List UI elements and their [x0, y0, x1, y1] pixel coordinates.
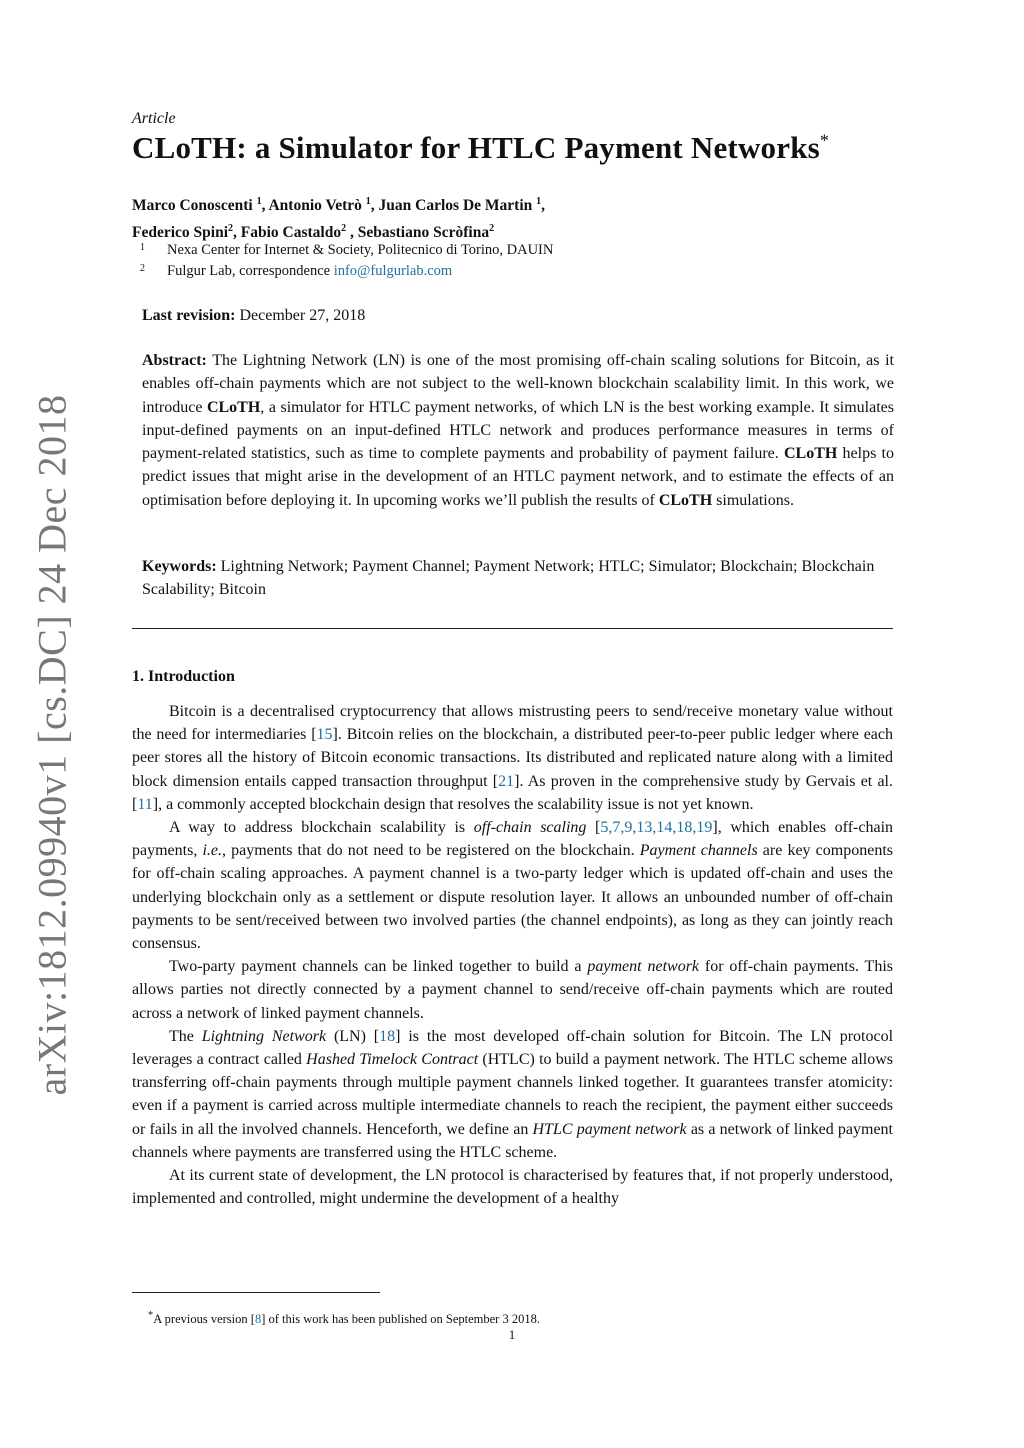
- author-affil-mark: 2: [489, 223, 495, 235]
- affiliation-text: Fulgur Lab, correspondence: [167, 263, 334, 279]
- citation-link[interactable]: 15: [316, 726, 333, 744]
- emphasis: Hashed Timelock Contract: [306, 1051, 479, 1069]
- title-text: CLoTH: a Simulator for HTLC Payment Networks: [132, 130, 820, 165]
- body-text: as a network of linked payment channels where payments are transferred using the HTLC scheme.: [132, 1120, 893, 1161]
- citation-link[interactable]: 11: [137, 795, 153, 813]
- abstract-text: simulations.: [712, 491, 794, 509]
- author-list: Marco Conoscenti $^1$, Antonio Vetrò $^1$, Juan Carlos De Martin $^1$, Federico Spini$^2$, Fabio Castaldo$^2$ , Sebastiano Scròfina$^2$: [132, 196, 545, 242]
- author-name: Sebastiano Scròfina: [357, 224, 490, 242]
- footnote-divider: [132, 1292, 380, 1293]
- body-text: for off-chain payments. This allows parties not directly connected by a payment channel to send/receive off-chain payments which are routed across a network of linked payment channels.: [132, 958, 893, 1022]
- author-affil-mark: 2: [228, 223, 234, 235]
- author-name: Marco Conoscenti: [132, 197, 253, 215]
- footnote: [148, 1310, 909, 1327]
- author-name: Fabio Castaldo: [240, 224, 342, 242]
- arxiv-sidebar-stamp: arXiv:1812.09940v1 [cs.DC] 24 Dec 2018: [29, 394, 75, 1096]
- abstract-text: helps to predict issues that might arise in the development of an HTLC payment network, and to estimate the effects of an optimisation before deploying it. In upcoming works we’ll publish the results of: [142, 445, 894, 509]
- abstract-text: , a simulator for HTLC payment networks, of which LN is the best working example. It simulates input-defined payments on an input-defined HTLC network and produces performance measures in terms of payment-related statistics, such as time to complete payments and probability of payment failure.: [142, 398, 894, 463]
- title-footnote-mark: *: [819, 130, 830, 151]
- citation-link-group[interactable]: 5,7,9,13,14,18,19: [600, 819, 713, 837]
- paragraph: [132, 816, 893, 955]
- affiliation-number: 1: [140, 242, 145, 253]
- author-affil-mark: 1: [365, 196, 371, 207]
- emphasis: payment network: [587, 958, 700, 976]
- citation-link[interactable]: 18: [379, 1027, 396, 1045]
- body-text: ] is the most developed off-chain solution for Bitcoin. The LN protocol leverages a contract called: [132, 1027, 894, 1069]
- body-text: ]. As proven in the comprehensive study by Gervais et al. [: [132, 772, 893, 813]
- revision-label: Last revision:: [142, 307, 236, 324]
- affiliations: [140, 240, 901, 282]
- last-revision: [142, 307, 903, 325]
- body-text: The: [169, 1027, 202, 1045]
- keywords-label: Keywords:: [142, 558, 217, 575]
- cloth-name: CLoTH: [206, 398, 261, 416]
- body-text: (LN) [: [326, 1027, 380, 1045]
- body-text: ]. Bitcoin relies on the blockchain, a distributed peer-to-peer public ledger where each peer stores all the history of Bitcoin economic transactions. Its distributed and replicated nature along with a limited block dimension entails capped transaction throughput [: [132, 726, 893, 790]
- body-text: A way to address blockchain scalability is: [169, 819, 474, 837]
- emphasis: i.e.: [202, 842, 222, 860]
- paragraph: [132, 1025, 893, 1164]
- body-text: (HTLC) to build a payment network. The HTLC scheme allows transferring off-chain payments through multiple payment channels linked together. It guarantees transfer atomicity: even if a payment is carried across multiple intermediate channels to reach the recipient, the payment either succeeds or fails in all the involved channels. Henceforth, we define an: [132, 1051, 893, 1138]
- cloth-name: CLoTH: [658, 491, 713, 509]
- section-heading: 1. Introduction: [132, 668, 235, 685]
- citation-link[interactable]: 8: [254, 1312, 262, 1327]
- author-affil-mark: 1: [256, 196, 262, 207]
- email-link[interactable]: info@fulgurlab.com: [333, 263, 453, 279]
- body-text: ], a commonly accepted blockchain design that resolves the scalability issue is not yet known.: [152, 795, 754, 813]
- affiliation-number: 2: [140, 263, 145, 274]
- footnote-mark: *: [148, 1310, 154, 1321]
- body-text: Two-party payment channels can be linked together to build a: [169, 958, 588, 976]
- paragraph: [132, 955, 893, 1025]
- affiliation-2: [140, 261, 901, 282]
- abstract-text: The Lightning Network (LN) is one of the most promising off-chain scaling solutions for Bitcoin, as it enables off-chain payments which are not subject to the well-known blockchain scalability limit. In this work, we introduce: [142, 352, 894, 416]
- introduction-body: [132, 700, 893, 1210]
- author-affil-mark: 2: [341, 223, 347, 235]
- paragraph: [132, 1164, 893, 1210]
- emphasis: HTLC payment network: [532, 1120, 687, 1138]
- author-affil-mark: 1: [536, 196, 542, 207]
- page-number: 1: [508, 1327, 516, 1342]
- article-label: Article: [132, 110, 176, 127]
- paragraph: [132, 700, 893, 816]
- author-name: Juan Carlos De Martin: [378, 197, 533, 215]
- revision-date: December 27, 2018: [239, 307, 366, 324]
- author-name: Federico Spini: [132, 224, 229, 242]
- paper-title: [132, 130, 893, 166]
- keywords-text: Lightning Network; Payment Channel; Payment Network; HTLC; Simulator; Blockchain; Blockchain Scalability; Bitcoin: [142, 558, 875, 598]
- abstract: [142, 349, 894, 512]
- body-text: At its current state of development, the LN protocol is characterised by features that, if not properly understood, implemented and controlled, might undermine the development of a healthy: [132, 1167, 893, 1208]
- emphasis: Lightning Network: [201, 1027, 327, 1045]
- emphasis: off-chain scaling: [473, 819, 587, 837]
- citation-link[interactable]: 21: [498, 772, 515, 790]
- cloth-name: CLoTH: [783, 445, 838, 463]
- footnote-text: ] of this work has been published on September 3 2018.: [261, 1312, 540, 1327]
- abstract-label: Abstract:: [142, 352, 207, 369]
- body-text: [: [586, 819, 601, 837]
- keywords: [142, 555, 894, 601]
- body-text: , payments that do not need to be registered on the blockchain.: [221, 842, 640, 860]
- body-text: are key components for off-chain scaling approaches. A payment channel is a two-party ledger which is updated off-chain and uses the underlying blockchain only as a settlement or dispute resolution layer. It allows an unbounded number of off-chain payments to be sent/received between two involved parties (the channel endpoints), as long as they can jointly reach consensus.: [132, 842, 893, 953]
- affiliation-1: [140, 240, 901, 261]
- body-text: ], which enables off-chain payments,: [132, 819, 894, 860]
- body-text: Bitcoin is a decentralised cryptocurrency that allows mistrusting peers to send/receive monetary value without the need for intermediaries [: [132, 703, 893, 744]
- footnote-text: A previous version [: [153, 1312, 255, 1327]
- affiliation-text: Nexa Center for Internet & Society, Politecnico di Torino, DAUIN: [167, 242, 554, 258]
- header-divider: [132, 628, 893, 629]
- author-name: Antonio Vetrò: [268, 197, 362, 215]
- emphasis: Payment channels: [639, 842, 758, 860]
